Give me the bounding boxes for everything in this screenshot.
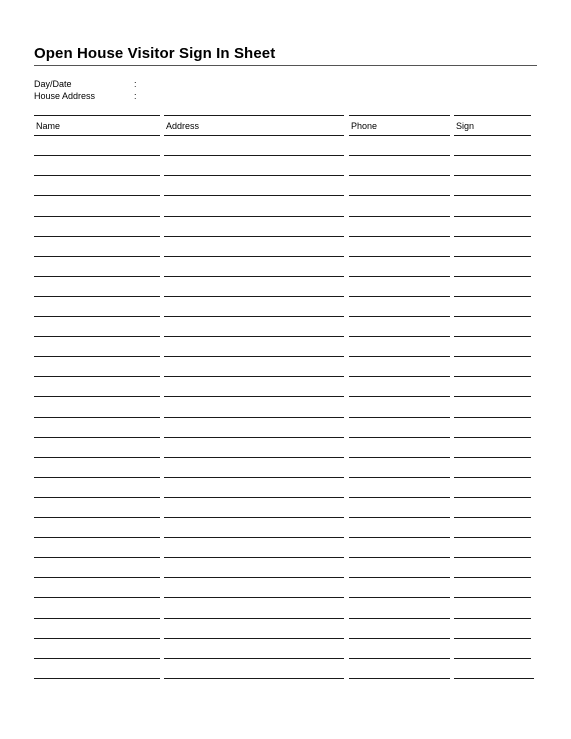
- row-rule-phone: [349, 678, 450, 679]
- row-rule-sign: [454, 376, 531, 377]
- row-rule-name: [34, 618, 160, 619]
- header-top-rule-name: [34, 115, 160, 116]
- row-rule-phone: [349, 175, 450, 176]
- row-rule-phone: [349, 195, 450, 196]
- row-rule-name: [34, 135, 160, 136]
- row-rule-name: [34, 658, 160, 659]
- row-rule-name: [34, 175, 160, 176]
- row-rule-address: [164, 457, 344, 458]
- row-rule-sign: [454, 155, 531, 156]
- row-rule-name: [34, 396, 160, 397]
- row-rule-sign: [454, 356, 531, 357]
- row-rule-phone: [349, 477, 450, 478]
- row-rule-sign: [454, 256, 531, 257]
- day-date-label: Day/Date: [34, 79, 72, 89]
- row-rule-name: [34, 678, 160, 679]
- row-rule-address: [164, 195, 344, 196]
- row-rule-sign: [454, 135, 531, 136]
- row-rule-sign: [454, 336, 531, 337]
- row-rule-address: [164, 678, 344, 679]
- row-rule-address: [164, 316, 344, 317]
- document-title: Open House Visitor Sign In Sheet: [34, 45, 276, 62]
- row-rule-sign: [454, 216, 531, 217]
- row-rule-address: [164, 577, 344, 578]
- row-rule-name: [34, 316, 160, 317]
- row-rule-phone: [349, 155, 450, 156]
- row-rule-name: [34, 537, 160, 538]
- row-rule-phone: [349, 437, 450, 438]
- row-rule-name: [34, 296, 160, 297]
- column-header-phone: Phone: [351, 121, 378, 131]
- column-header-name: Name: [36, 121, 61, 131]
- row-rule-name: [34, 577, 160, 578]
- day-date-separator: :: [134, 79, 137, 89]
- row-rule-phone: [349, 336, 450, 337]
- row-rule-phone: [349, 376, 450, 377]
- row-rule-sign: [454, 437, 531, 438]
- row-rule-address: [164, 336, 344, 337]
- row-rule-name: [34, 236, 160, 237]
- row-rule-address: [164, 256, 344, 257]
- row-rule-phone: [349, 557, 450, 558]
- row-rule-phone: [349, 216, 450, 217]
- row-rule-name: [34, 195, 160, 196]
- row-rule-name: [34, 356, 160, 357]
- house-address-field: [34, 91, 137, 101]
- row-rule-sign: [454, 396, 531, 397]
- row-rule-sign: [454, 577, 531, 578]
- row-rule-name: [34, 216, 160, 217]
- row-rule-name: [34, 437, 160, 438]
- row-rule-address: [164, 135, 344, 136]
- row-rule-address: [164, 597, 344, 598]
- row-rule-address: [164, 618, 344, 619]
- row-rule-address: [164, 517, 344, 518]
- row-rule-sign: [454, 417, 531, 418]
- row-rule-sign: [454, 316, 531, 317]
- row-rule-address: [164, 497, 344, 498]
- row-rule-phone: [349, 638, 450, 639]
- header-top-rule-address: [164, 115, 344, 116]
- row-rule-sign: [454, 497, 531, 498]
- row-rule-address: [164, 437, 344, 438]
- row-rule-address: [164, 557, 344, 558]
- row-rule-address: [164, 356, 344, 357]
- row-rule-sign: [454, 296, 531, 297]
- row-rule-address: [164, 155, 344, 156]
- row-rule-phone: [349, 296, 450, 297]
- row-rule-address: [164, 216, 344, 217]
- row-rule-phone: [349, 517, 450, 518]
- row-rule-phone: [349, 316, 450, 317]
- row-rule-sign: [454, 195, 531, 196]
- row-rule-phone: [349, 537, 450, 538]
- header-top-rule-phone: [349, 115, 450, 116]
- row-rule-phone: [349, 276, 450, 277]
- row-rule-address: [164, 638, 344, 639]
- house-address-label: House Address: [34, 91, 96, 101]
- column-header-address: Address: [166, 121, 200, 131]
- row-rule-name: [34, 417, 160, 418]
- row-rule-name: [34, 557, 160, 558]
- row-rule-phone: [349, 577, 450, 578]
- title-underline: [34, 65, 537, 66]
- column-header-sign: Sign: [456, 121, 475, 131]
- row-rule-phone: [349, 256, 450, 257]
- row-rule-name: [34, 638, 160, 639]
- row-rule-phone: [349, 497, 450, 498]
- row-rule-sign: [454, 477, 531, 478]
- row-rule-name: [34, 276, 160, 277]
- row-rule-sign: [454, 597, 531, 598]
- row-rule-sign: [454, 638, 531, 639]
- row-rule-sign: [454, 678, 534, 679]
- row-rule-address: [164, 376, 344, 377]
- row-rule-sign: [454, 557, 531, 558]
- row-rule-sign: [454, 537, 531, 538]
- row-rule-name: [34, 256, 160, 257]
- row-rule-address: [164, 477, 344, 478]
- row-rule-sign: [454, 658, 531, 659]
- row-rule-address: [164, 417, 344, 418]
- header-top-rule-sign: [454, 115, 531, 116]
- row-rule-name: [34, 597, 160, 598]
- row-rule-sign: [454, 276, 531, 277]
- row-rule-address: [164, 276, 344, 277]
- row-rule-address: [164, 537, 344, 538]
- row-rule-phone: [349, 597, 450, 598]
- row-rule-phone: [349, 457, 450, 458]
- row-rule-phone: [349, 417, 450, 418]
- row-rule-name: [34, 497, 160, 498]
- row-rule-name: [34, 517, 160, 518]
- row-rule-phone: [349, 236, 450, 237]
- row-rule-address: [164, 396, 344, 397]
- row-rule-phone: [349, 135, 450, 136]
- row-rule-sign: [454, 236, 531, 237]
- row-rule-address: [164, 296, 344, 297]
- row-rule-sign: [454, 175, 531, 176]
- row-rule-address: [164, 175, 344, 176]
- row-rule-name: [34, 376, 160, 377]
- row-rule-address: [164, 236, 344, 237]
- day-date-field: [34, 79, 137, 89]
- row-rule-name: [34, 457, 160, 458]
- row-rule-sign: [454, 457, 531, 458]
- row-rule-sign: [454, 618, 531, 619]
- row-rule-phone: [349, 396, 450, 397]
- row-rule-sign: [454, 517, 531, 518]
- row-rule-address: [164, 658, 344, 659]
- house-address-separator: :: [134, 91, 137, 101]
- row-rule-name: [34, 155, 160, 156]
- row-rule-name: [34, 336, 160, 337]
- row-rule-phone: [349, 618, 450, 619]
- row-rule-phone: [349, 658, 450, 659]
- row-rule-name: [34, 477, 160, 478]
- row-rule-phone: [349, 356, 450, 357]
